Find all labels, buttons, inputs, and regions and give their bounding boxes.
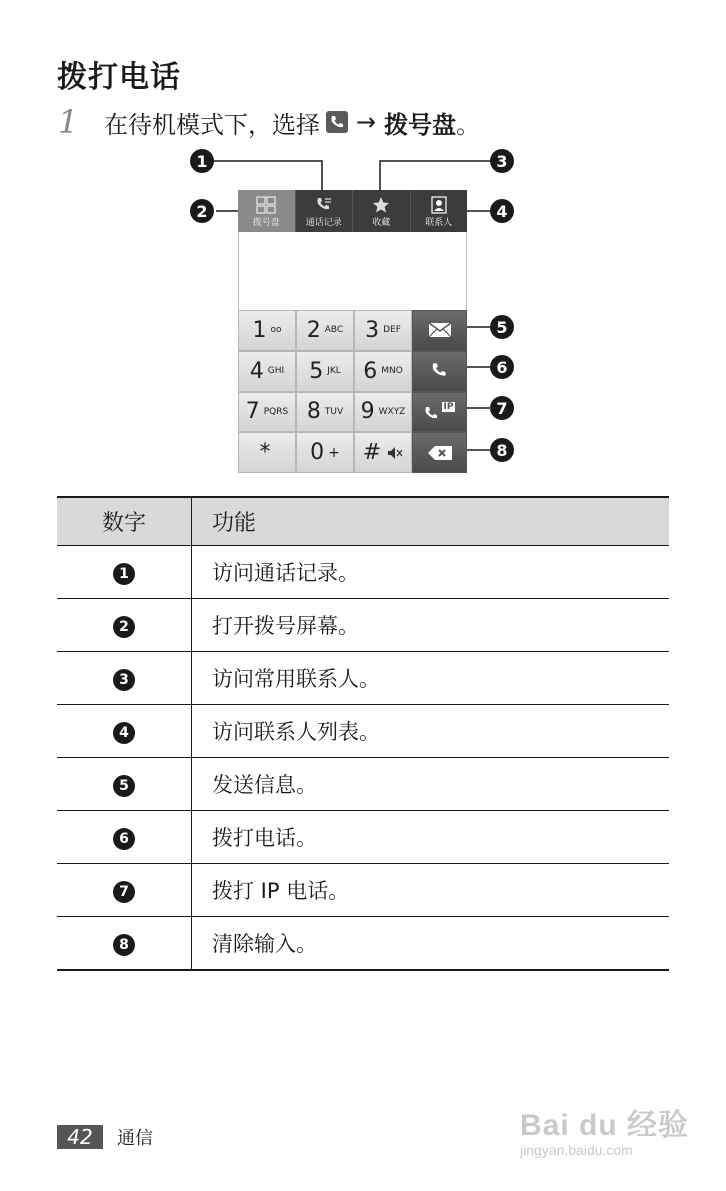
tab-label: 联系人 (425, 217, 453, 228)
key-3[interactable]: 3 DEF (354, 310, 412, 351)
callout-6: 6 (490, 355, 514, 379)
step-target: 拨号盘 (384, 110, 457, 139)
row-number: 5 (113, 775, 135, 797)
table-row (57, 864, 669, 917)
callout-5: 5 (490, 315, 514, 339)
header-function: 功能 (192, 497, 670, 546)
tab-contacts[interactable] (411, 190, 468, 232)
mute-icon (387, 446, 403, 460)
callout-1: 1 (190, 149, 214, 173)
callout-4: 4 (490, 199, 514, 223)
row-number: 1 (113, 563, 135, 585)
key-0[interactable]: 0 + (296, 432, 354, 473)
envelope-icon (428, 322, 452, 338)
key-6[interactable]: 6 MNO (354, 351, 412, 392)
tab-call-log[interactable] (296, 190, 354, 232)
row-desc: 清除输入。 (192, 917, 670, 971)
keypad (238, 310, 467, 473)
table-row (57, 917, 669, 971)
tab-label: 收藏 (372, 217, 391, 228)
page-number: 42 (57, 1125, 103, 1149)
page-footer (57, 1124, 153, 1150)
table-row (57, 652, 669, 705)
ip-phone-icon (424, 403, 442, 421)
tab-label: 通话记录 (305, 217, 342, 228)
row-desc: 发送信息。 (192, 758, 670, 811)
callout-8: 8 (490, 438, 514, 462)
arrow: → (356, 108, 377, 136)
row-number: 3 (113, 669, 135, 691)
dialer-tabs (238, 190, 467, 232)
tab-favorites[interactable] (353, 190, 411, 232)
tab-label: 拨号盘 (252, 217, 280, 228)
header-number: 数字 (57, 497, 192, 546)
row-number: 7 (113, 881, 135, 903)
keypad-icon (256, 195, 276, 215)
table-row (57, 705, 669, 758)
backspace-icon (427, 445, 453, 461)
key-5[interactable]: 5 JKL (296, 351, 354, 392)
table-row (57, 758, 669, 811)
callout-3: 3 (490, 149, 514, 173)
page-title: 拨打电话 (57, 60, 181, 95)
key-7[interactable]: 7 PQRS (238, 392, 296, 433)
key-9[interactable]: 9 WXYZ (354, 392, 412, 433)
message-button[interactable] (412, 310, 467, 351)
step-number: 1 (58, 103, 79, 141)
watermark-brand: Bai du 经验 (520, 1109, 690, 1142)
key-8[interactable]: 8 TUV (296, 392, 354, 433)
row-desc: 拨打 IP 电话。 (192, 864, 670, 917)
table-row (57, 811, 669, 864)
table-row (57, 599, 669, 652)
row-desc: 访问通话记录。 (192, 546, 670, 599)
watermark (520, 1100, 689, 1158)
contacts-icon (431, 195, 447, 215)
dialer-screen (238, 190, 467, 473)
callout-2: 2 (190, 199, 214, 223)
key-hash[interactable]: # (354, 432, 412, 473)
voicemail-icon: ᴏᴏ (270, 325, 282, 336)
row-desc: 拨打电话。 (192, 811, 670, 864)
row-desc: 打开拨号屏幕。 (192, 599, 670, 652)
function-table (57, 496, 669, 971)
number-display[interactable] (238, 232, 467, 310)
table-row (57, 546, 669, 599)
ip-label: IP (443, 401, 454, 412)
step-end: 。 (456, 110, 481, 139)
call-button[interactable] (412, 351, 467, 392)
call-log-icon (315, 195, 333, 215)
row-number: 2 (113, 616, 135, 638)
row-desc: 访问联系人列表。 (192, 705, 670, 758)
key-4[interactable]: 4 GHI (238, 351, 296, 392)
ip-call-button[interactable] (412, 392, 467, 433)
watermark-url: jingyan.baidu.com (520, 1142, 633, 1158)
phone-icon (430, 361, 450, 381)
callout-7: 7 (490, 396, 514, 420)
section-name: 通信 (117, 1128, 153, 1149)
clear-button[interactable] (412, 432, 467, 473)
tab-keypad[interactable] (238, 190, 296, 232)
row-number: 4 (113, 722, 135, 744)
key-2[interactable]: 2 ABC (296, 310, 354, 351)
key-1[interactable]: 1 ᴏᴏ (238, 310, 296, 351)
row-desc: 访问常用联系人。 (192, 652, 670, 705)
key-star[interactable]: * (238, 432, 296, 473)
row-number: 8 (113, 934, 135, 956)
star-icon (372, 195, 390, 215)
step-text: 在待机模式下，选择 (104, 110, 320, 139)
row-number: 6 (113, 828, 135, 850)
